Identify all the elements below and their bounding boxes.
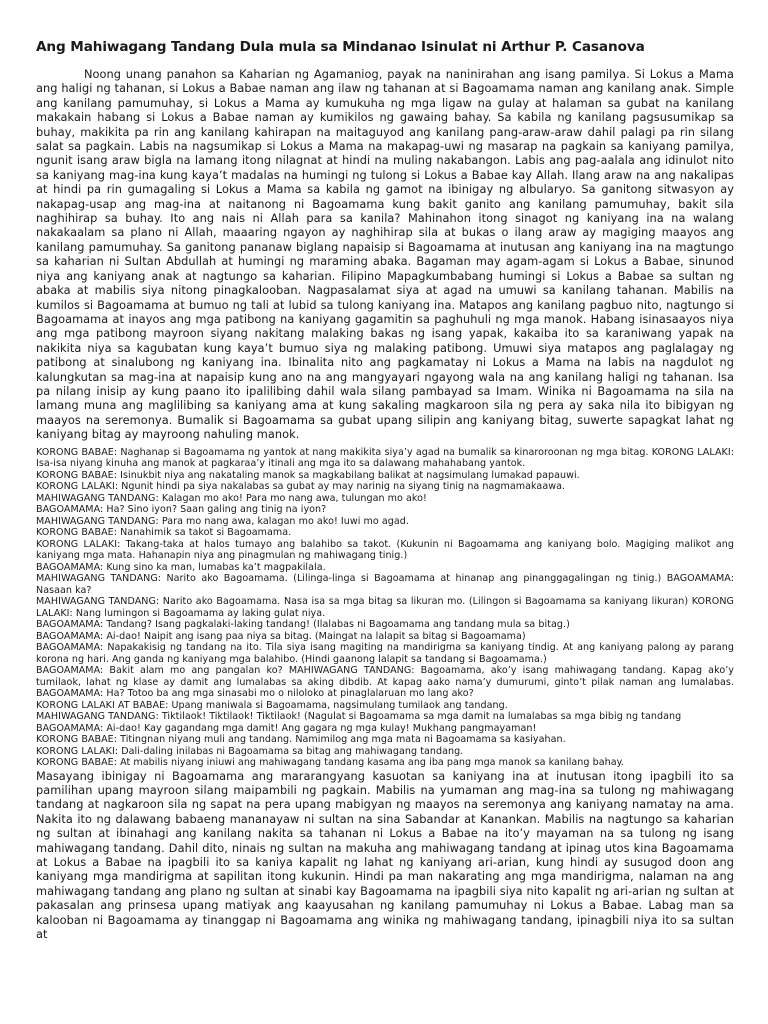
dialogue-line: KORONG BABAE: Naghanap si Bagoamama ng yantok at nang makikita siya’y agad na bumalik sa kinaroroonan ng mga bitag. KORONG LALAKI: Isa-isa niyang kinuha ang manok at pagkaraa’y itinali ang mga ito sa dalawang mahahabang yantok.	[36, 446, 734, 470]
dialogue-line: KORONG LALAKI AT BABAE: Upang maniwala si Bagoamama, nagsimulang tumilaok ang tandang.	[36, 699, 508, 711]
dialogue-line: MAHIWAGANG TANDANG: Tiktilaok! Tiktilaok! Tiktilaok! (Nagulat si Bagoamama sa mga damit na lumalabas sa mga bibig ng tandang	[36, 711, 682, 723]
closing-paragraph: Masayang ibinigay ni Bagoamama ang mararangyang kasuotan sa kaniyang ina at inutusan itong ipagbili ito sa pamilihan upang mayroon silang maipambili ng pagkain. Mabilis na yumaman ang mag-ina sa tulong ng mahiwagang tandang at nagkaroon sila ng sapat na pera upang mabigyan ng maayos na seremonya ang kaniyang namatay na ama. Nakita ito ng dalawang babaeng mananayaw ni sultan na sina Sabandar at Kanankan. Mabilis na nagtungo sa kaharian ng sultan at ibinahagi ang kanilang nakita sa tahanan ni Lokus a Babae na ito’y mayaman na sa tulong ng isang mahiwagang tandang. Dahil dito, ninais ng sultan na makuha ang mahiwagang tandang at ipinag utos kina Bagoamama at Lokus a Babae na ipagbili ito sa kaniya kapalit ng lahat ng kaniyang ari-arian, kung hindi ay susugod doon ang kaniyang mga mandirigma at sapilitan itong kukunin. Hindi pa man nakarating ang mga mandirigma, nalaman na ang mahiwagang tandang ang plano ng sultan at sinabi kay Bagoamama na ipagbili siya nito kapalit ng ari-arian ng sultan at pakasalan ang prinsesa upang matiyak ang kaayusahan ng kanilang pamumuhay ni Lokus a Babae. Labag man sa kalooban ni Bagoamama ay tinanggap ni Bagoamama ang winika ng mahiwagang tandang, ipinagbili niya ito sa sultan at	[36, 768, 734, 942]
dialogue-line: MAHIWAGANG TANDANG: Narito ako Bagoamama. Nasa isa sa mga bitag sa likuran mo. (Lilingon si Bagoamama sa kaniyang likuran) KORONG LALAKI: Nang lumingon si Bagoamama ay laking gulat niya.	[36, 596, 734, 619]
dialogue-line: MAHIWAGANG TANDANG: Kalagan mo ako! Para mo nang awa, tulungan mo ako!	[36, 492, 427, 504]
dialogue-line: BAGOAMAMA: Napakakisig ng tandang na ito. Tila siya isang magiting na mandirigma sa kaniyang tindig. At ang kaniyang palong ay parang korona ng hari. Ang ganda ng kaniyang mga balahibo. (Hindi gaanong lalapit sa tandang si Bagoamama.)	[36, 642, 734, 665]
intro-paragraph: Noong unang panahon sa Kaharian ng Agamaniog, payak na naninirahan ang isang pamilya. Si Lokus a Mama ang haligi ng tahanan, si Lokus a Babae naman ang ilaw ng tahanan at si Bagoamama naman ang kanilang anak. Simple ang kanilang pamumuhay, si Lokus a Mama ay kumukuha ng mga ligaw na gulay at halaman sa gubat na kanilang makakain habang si Lokus a Babae naman ay kumikilos ng gawaing bahay. Sa kabila ng kanilang pagsusumikap sa buhay, makikita pa rin ang kanilang kahirapan na maitaguyod ang kanilang pang-araw-araw dahil palagi pa rin silang salat sa pagkain. Labis na nagsumikap si Lokus a Mama na makapag-uwi ng masarap na pagkain sa kaniyang pamilya, ngunit isang araw bigla na lamang itong nilagnat at hindi na muling nakabangon. Labis ang pag-aalala ang idinulot nito sa kaniyang mag-ina kung kaya’t madalas na humingi ng tulong si Lokus a Babae kay Allah. Ilang araw na ang nakalipas at hindi pa rin gumagaling si Lokus a Mama sa kabila ng gamot na ibinigay ng albularyo. Sa ganitong sitwasyon ay nakapag-usap ang mag-ina at naitanong ni Bagoamama kung bakit ganito ang kanilang pamumuhay, bakit sila naghihirap sa buhay. Ito ang nais ni Allah para sa kanila? Mahinahon itong sinagot ng kaniyang ina na walang nakakaalam sa plano ni Allah, maaaring ngayon ay naghihirap sila at bukas o ilang araw ay magiging maayos ang kanilang pamumuhay. Sa ganitong pananaw biglang napaisip si Bagoamama at inutusan ang kaniyang ina na magtungo sa kaharian ni Sultan Abdullah at humingi ng maraming abaka. Bagaman may agam-agam si Lokus a Babae, sinunod niya ang kaniyang anak at nagtungo sa kaharian. Filipino Mapagkumbabang humingi si Lokus a Babae sa sultan ng abaka at mabilis siya nitong pinagkalooban. Nagpasalamat siya at agad na umuwi sa kanilang tahanan. Mabilis na kumilos si Bagoamama at bumuo ng tali at lubid sa tulong kaniyang ina. Matapos ang kanilang pagbuo nito, nagtungo si Bagoamama at inayos ang mga patibong na kaniyang gagamitin sa paghuhuli ng mga manok. Habang isinasaayos niya ang mga patibong mayroon siyang nakitang malaking bakas ng isang yapak, kakaiba ito sa karaniwang yapak na nakikita niya sa kagubatan kung kaya’t bumuo siya ng malaking patibong. Umuwi siya matapos ang paglalagay ng patibong at sinalubong ng kaniyang ina. Ibinalita nito ang pagkamatay ni Lokus a Mama na labis na nagdulot ng kalungkutan sa mag-ina at napaisip kung ano na ang mangyayari ngayong wala na ang kanilang haligi ng tahanan. Isa pa nilang inisip ay kung paano ito ipalilibing dahil wala silang pambayad sa Imam. Winika ni Bagoamama na sila na lamang muna ang maglilibing sa kaniyang ama at kung sakaling magkaroon sila ng pera ay saka nila ito bibigyan ng maayos na seremonya. Bumalik si Bagoamama sa gubat upang silipin ang kaniyang bitag, suwerte sapagkat lahat ng kaniyang bitag ay mayroong nahuling manok.	[36, 67, 734, 442]
dialogue-line: KORONG LALAKI: Dali-daling inilabas ni Bagoamama sa bitag ang mahiwagang tandang.	[36, 745, 464, 757]
document-title: Ang Mahiwagang Tandang Dula mula sa Mindanao Isinulat ni Arthur P. Casanova	[36, 39, 645, 55]
dialogue-line: KORONG BABAE: At mabilis niyang iniuwi ang mahiwagang tandang kasama ang iba pang mga manok sa kanilang bahay.	[36, 757, 625, 769]
dialogue-line: BAGOAMAMA: Ai-dao! Kay gagandang mga damit! Ang gagara ng mga kulay! Mukhang pangmayaman!	[36, 722, 537, 734]
dialogue-line: KORONG BABAE: Titingnan niyang muli ang tandang. Namimilog ang mga mata ni Bagoamama sa kasiyahan.	[36, 734, 566, 746]
dialogue-section	[36, 447, 734, 769]
dialogue-line: KORONG BABAE: Nanahimik sa takot si Bagoamama.	[36, 527, 292, 539]
dialogue-line: MAHIWAGANG TANDANG: Para mo nang awa, kalagan mo ako! Iuwi mo agad.	[36, 515, 409, 527]
dialogue-line: BAGOAMAMA: Ha? Sino iyon? Saan galing ang tinig na iyon?	[36, 504, 327, 516]
dialogue-line: KORONG LALAKI: Takang-taka at halos tumayo ang balahibo sa takot. (Kukunin ni Bagoamama ang kaniyang bolo. Magiging malikot ang kaniyang mga mata. Hahanapin niya ang pinagmulan ng mahiwagang tinig.)	[36, 538, 734, 562]
dialogue-line: BAGOAMAMA: Kung sino ka man, lumabas ka’t magpakilala.	[36, 561, 326, 573]
dialogue-line: BAGOAMAMA: Tandang? Isang pagkalaki-laking tandang! (Ilalabas ni Bagoamama ang tandang mula sa bitag.)	[36, 619, 570, 631]
dialogue-line: BAGOAMAMA: Bakit alam mo ang pangalan ko? MAHIWAGANG TANDANG: Bagoamama, ako’y isang mahiwagang tandang. Kapag ako’y tumilaok, lahat ng klase ay damit ang lumalabas sa aking dibdib. At kapag aako nama’y dumurumi, ginto’t pilak naman ang lumalabas. BAGOAMAMA: Ha? Totoo ba ang mga sinasabi mo o niloloko at pinaglalaruan mo lang ako?	[36, 665, 734, 700]
dialogue-line: BAGOAMAMA: Ai-dao! Naipit ang isang paa niya sa bitag. (Maingat na lalapit sa bitag si Bagoamama)	[36, 630, 526, 642]
dialogue-line: MAHIWAGANG TANDANG: Narito ako Bagoamama. (Lilinga-linga si Bagoamama at hinanap ang pinanggagalingan ng tinig.) BAGOAMAMA: Nasaan ka?	[36, 573, 734, 596]
document-page	[36, 38, 734, 941]
dialogue-line: KORONG BABAE: Isinukbit niya ang nakataling manok sa magkabilang balikat at nagsimulang lumakad papauwi.	[36, 469, 580, 481]
dialogue-line: KORONG LALAKI: Ngunit hindi pa siya nakalabas sa gubat ay may narinig na siyang tinig na nagmamakaawa.	[36, 481, 566, 493]
